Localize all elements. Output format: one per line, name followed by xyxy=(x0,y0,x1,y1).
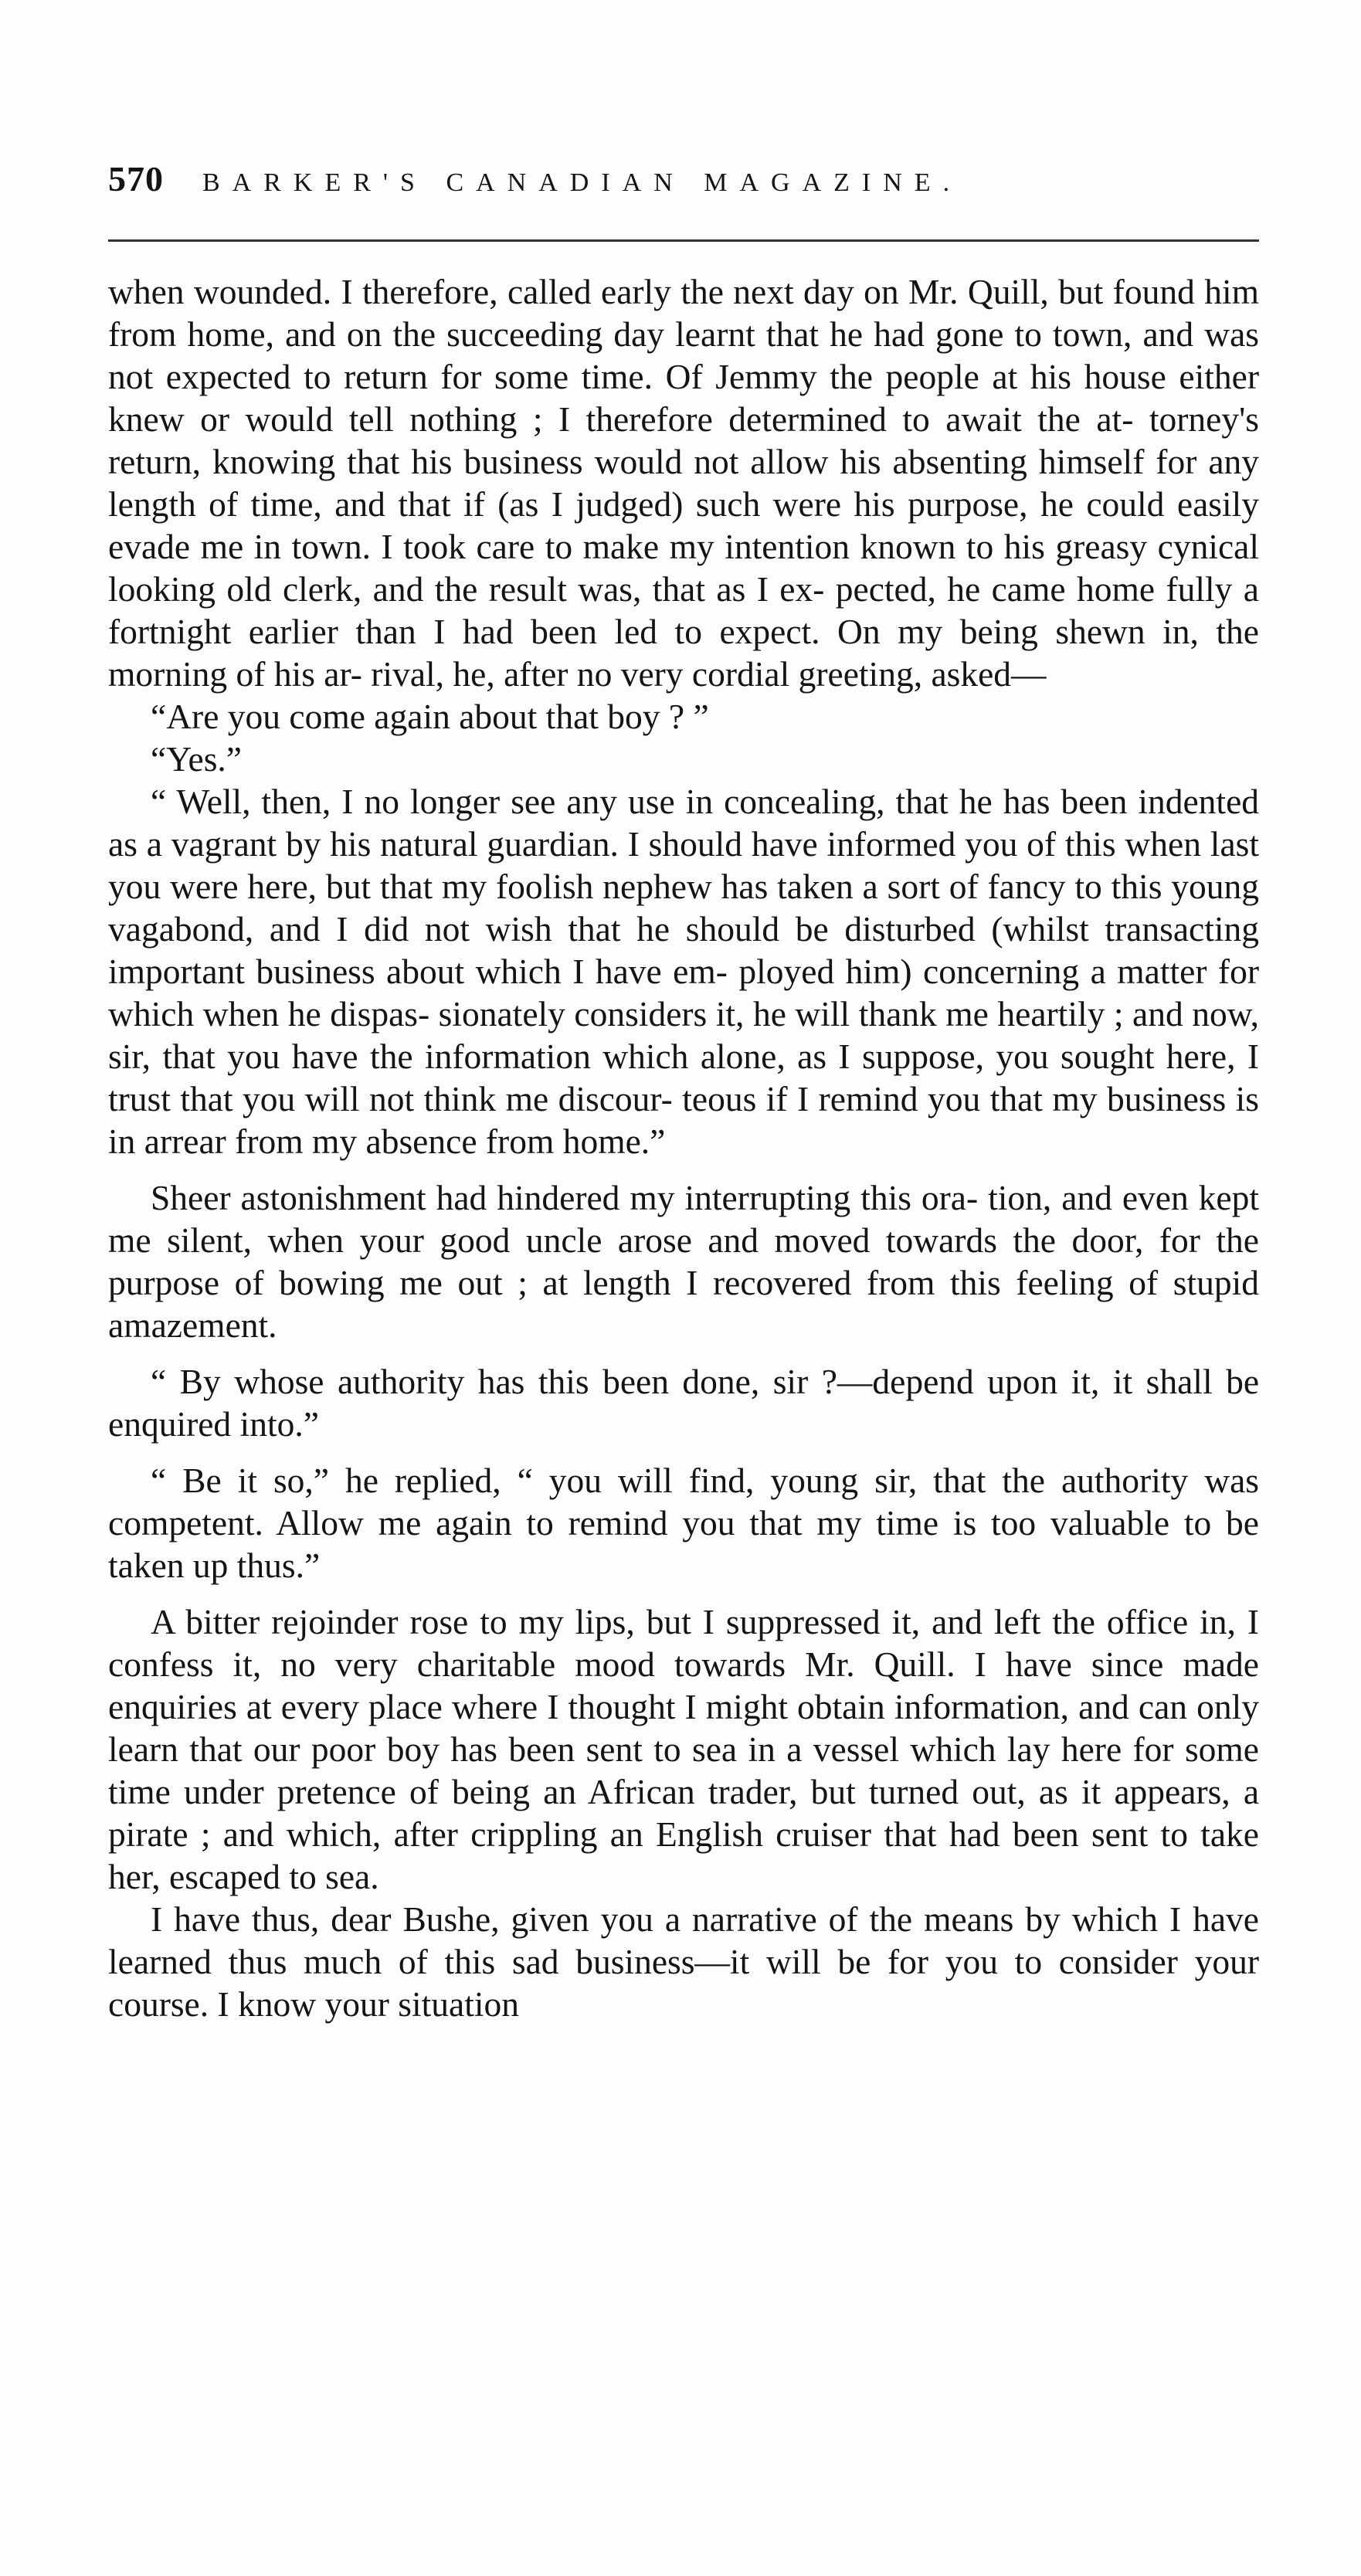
text-line: or would tell nothing ; I therefore determined to await the at- xyxy=(200,399,1134,439)
text-line: teous if I remind you that my business is in arrear from my xyxy=(108,1079,1259,1161)
text-line: “ By whose authority has this been done, sir ?—depend upon xyxy=(151,1362,1058,1401)
header-rule xyxy=(108,239,1259,242)
text-line: I thought I might obtain information, and can only learn that xyxy=(108,1687,1260,1769)
text-line: absence from home.” xyxy=(365,1122,666,1161)
text-line: A bitter rejoinder rose to my lips, but I suppressed it, and xyxy=(151,1602,983,1641)
text-line: Mr. Quill. I have since made enquiries at every place where xyxy=(108,1644,1259,1726)
text-line: left the office in, I confess it, no very charitable mood towards xyxy=(108,1602,1260,1684)
text-line: by which I have learned thus much of this sad business—it xyxy=(108,1899,1259,1981)
page-header xyxy=(108,158,1267,212)
text-line: ployed him) concerning a matter for which when he dispas- xyxy=(108,952,1259,1033)
text-line: turned out, as it appears, a pirate ; and which, after crippling xyxy=(108,1772,1260,1854)
text-line: (whilst transacting important business about which I have em- xyxy=(108,909,1260,991)
paragraph-2 xyxy=(108,695,1259,738)
text-line: that my foolish nephew has taken a sort of fancy to this young xyxy=(379,867,1260,906)
text-line: “Are you come again about that boy ? ” xyxy=(151,697,709,736)
paragraph-7 xyxy=(108,1459,1259,1587)
paragraph-1 xyxy=(108,270,1259,695)
text-line: led to expect. On my being shewn in, the morning of his ar- xyxy=(108,612,1259,694)
text-line: an English cruiser that had been sent to take her, escaped to xyxy=(108,1814,1259,1896)
text-line: vagabond, and I did not wish that he should be disturbed xyxy=(108,909,976,949)
page-body xyxy=(108,270,1259,2025)
text-line: has been indented as a vagrant by his natural guardian. I xyxy=(108,782,1260,864)
text-line: “ Well, then, I no longer see any use in concealing, that he xyxy=(151,782,993,821)
text-line: torney's return, knowing that his business would not allow his xyxy=(108,399,1260,481)
text-line: for some time. Of Jemmy the people at his house either knew xyxy=(108,357,1259,439)
paragraph-8 xyxy=(108,1600,1259,1898)
text-line: sionately considers it, he will thank me heartily ; and now, xyxy=(438,994,1259,1033)
text-line: rival, he, after no very cordial greeting, asked— xyxy=(371,654,1047,694)
text-line: absenting himself for any length of time, and that if (as I xyxy=(108,442,1260,524)
text-line: Sheer astonishment had hindered my interrupting this ora- xyxy=(151,1178,979,1217)
running-head: BARKER'S CANADIAN MAGAZINE. xyxy=(202,168,962,197)
text-line: for some time under pretence of being an African trader, but xyxy=(108,1729,1259,1811)
text-line: when wounded. I therefore, called early the next day on Mr. xyxy=(108,272,959,311)
text-line: Quill, but found him from home, and on the succeeding day xyxy=(108,272,1260,354)
text-line: our poor boy has been sent to sea in a vessel which lay here xyxy=(253,1729,1122,1769)
text-line: “ Be it so,” he replied, “ you will find, young sir, that the xyxy=(151,1461,1045,1500)
paragraph-5 xyxy=(108,1176,1259,1346)
text-line: I have thus, dear Bushe, given you a narrative of the means xyxy=(151,1899,1014,1939)
text-line: learnt that he had gone to town, and was not expected to return xyxy=(108,314,1259,396)
text-line: should have informed you of this when last you were here, but xyxy=(108,824,1259,906)
text-line: sir, that you have the information which alone, as I suppose, xyxy=(108,1037,984,1076)
text-line: authority was competent. Allow me again to remind you xyxy=(108,1461,1259,1543)
text-line: tion, and even kept me silent, when your good uncle arose and xyxy=(108,1178,1259,1260)
text-line: at length I recovered from this feeling of stupid amazement. xyxy=(108,1263,1260,1345)
text-line: pected, he came home fully a fortnight earlier than I had been xyxy=(108,569,1259,651)
text-line: will be for you to consider your course. I know your situation xyxy=(108,1942,1259,2024)
text-line: moved towards the door, for the purpose of bowing me out ; xyxy=(108,1220,1260,1302)
text-line: judged) such were his purpose, he could easily evade me in xyxy=(108,484,1260,566)
text-line: it, it shall be enquired into.” xyxy=(108,1362,1260,1444)
text-line: you sought here, I trust that you will not think me discour- xyxy=(108,1037,1259,1118)
paragraph-6 xyxy=(108,1360,1259,1445)
text-line: that my time is too valuable to be taken up thus.” xyxy=(108,1503,1260,1585)
text-line: cynical looking old clerk, and the result was, that as I ex- xyxy=(108,527,1259,609)
text-line: town. I took care to make my intention known to his greasy xyxy=(291,527,1148,566)
text-line: sea. xyxy=(325,1857,379,1896)
text-line: “Yes.” xyxy=(151,739,242,779)
paragraph-4 xyxy=(108,780,1259,1162)
paragraph-9 xyxy=(108,1898,1259,2025)
page-number: 570 xyxy=(108,159,164,199)
paragraph-3 xyxy=(108,738,1259,780)
